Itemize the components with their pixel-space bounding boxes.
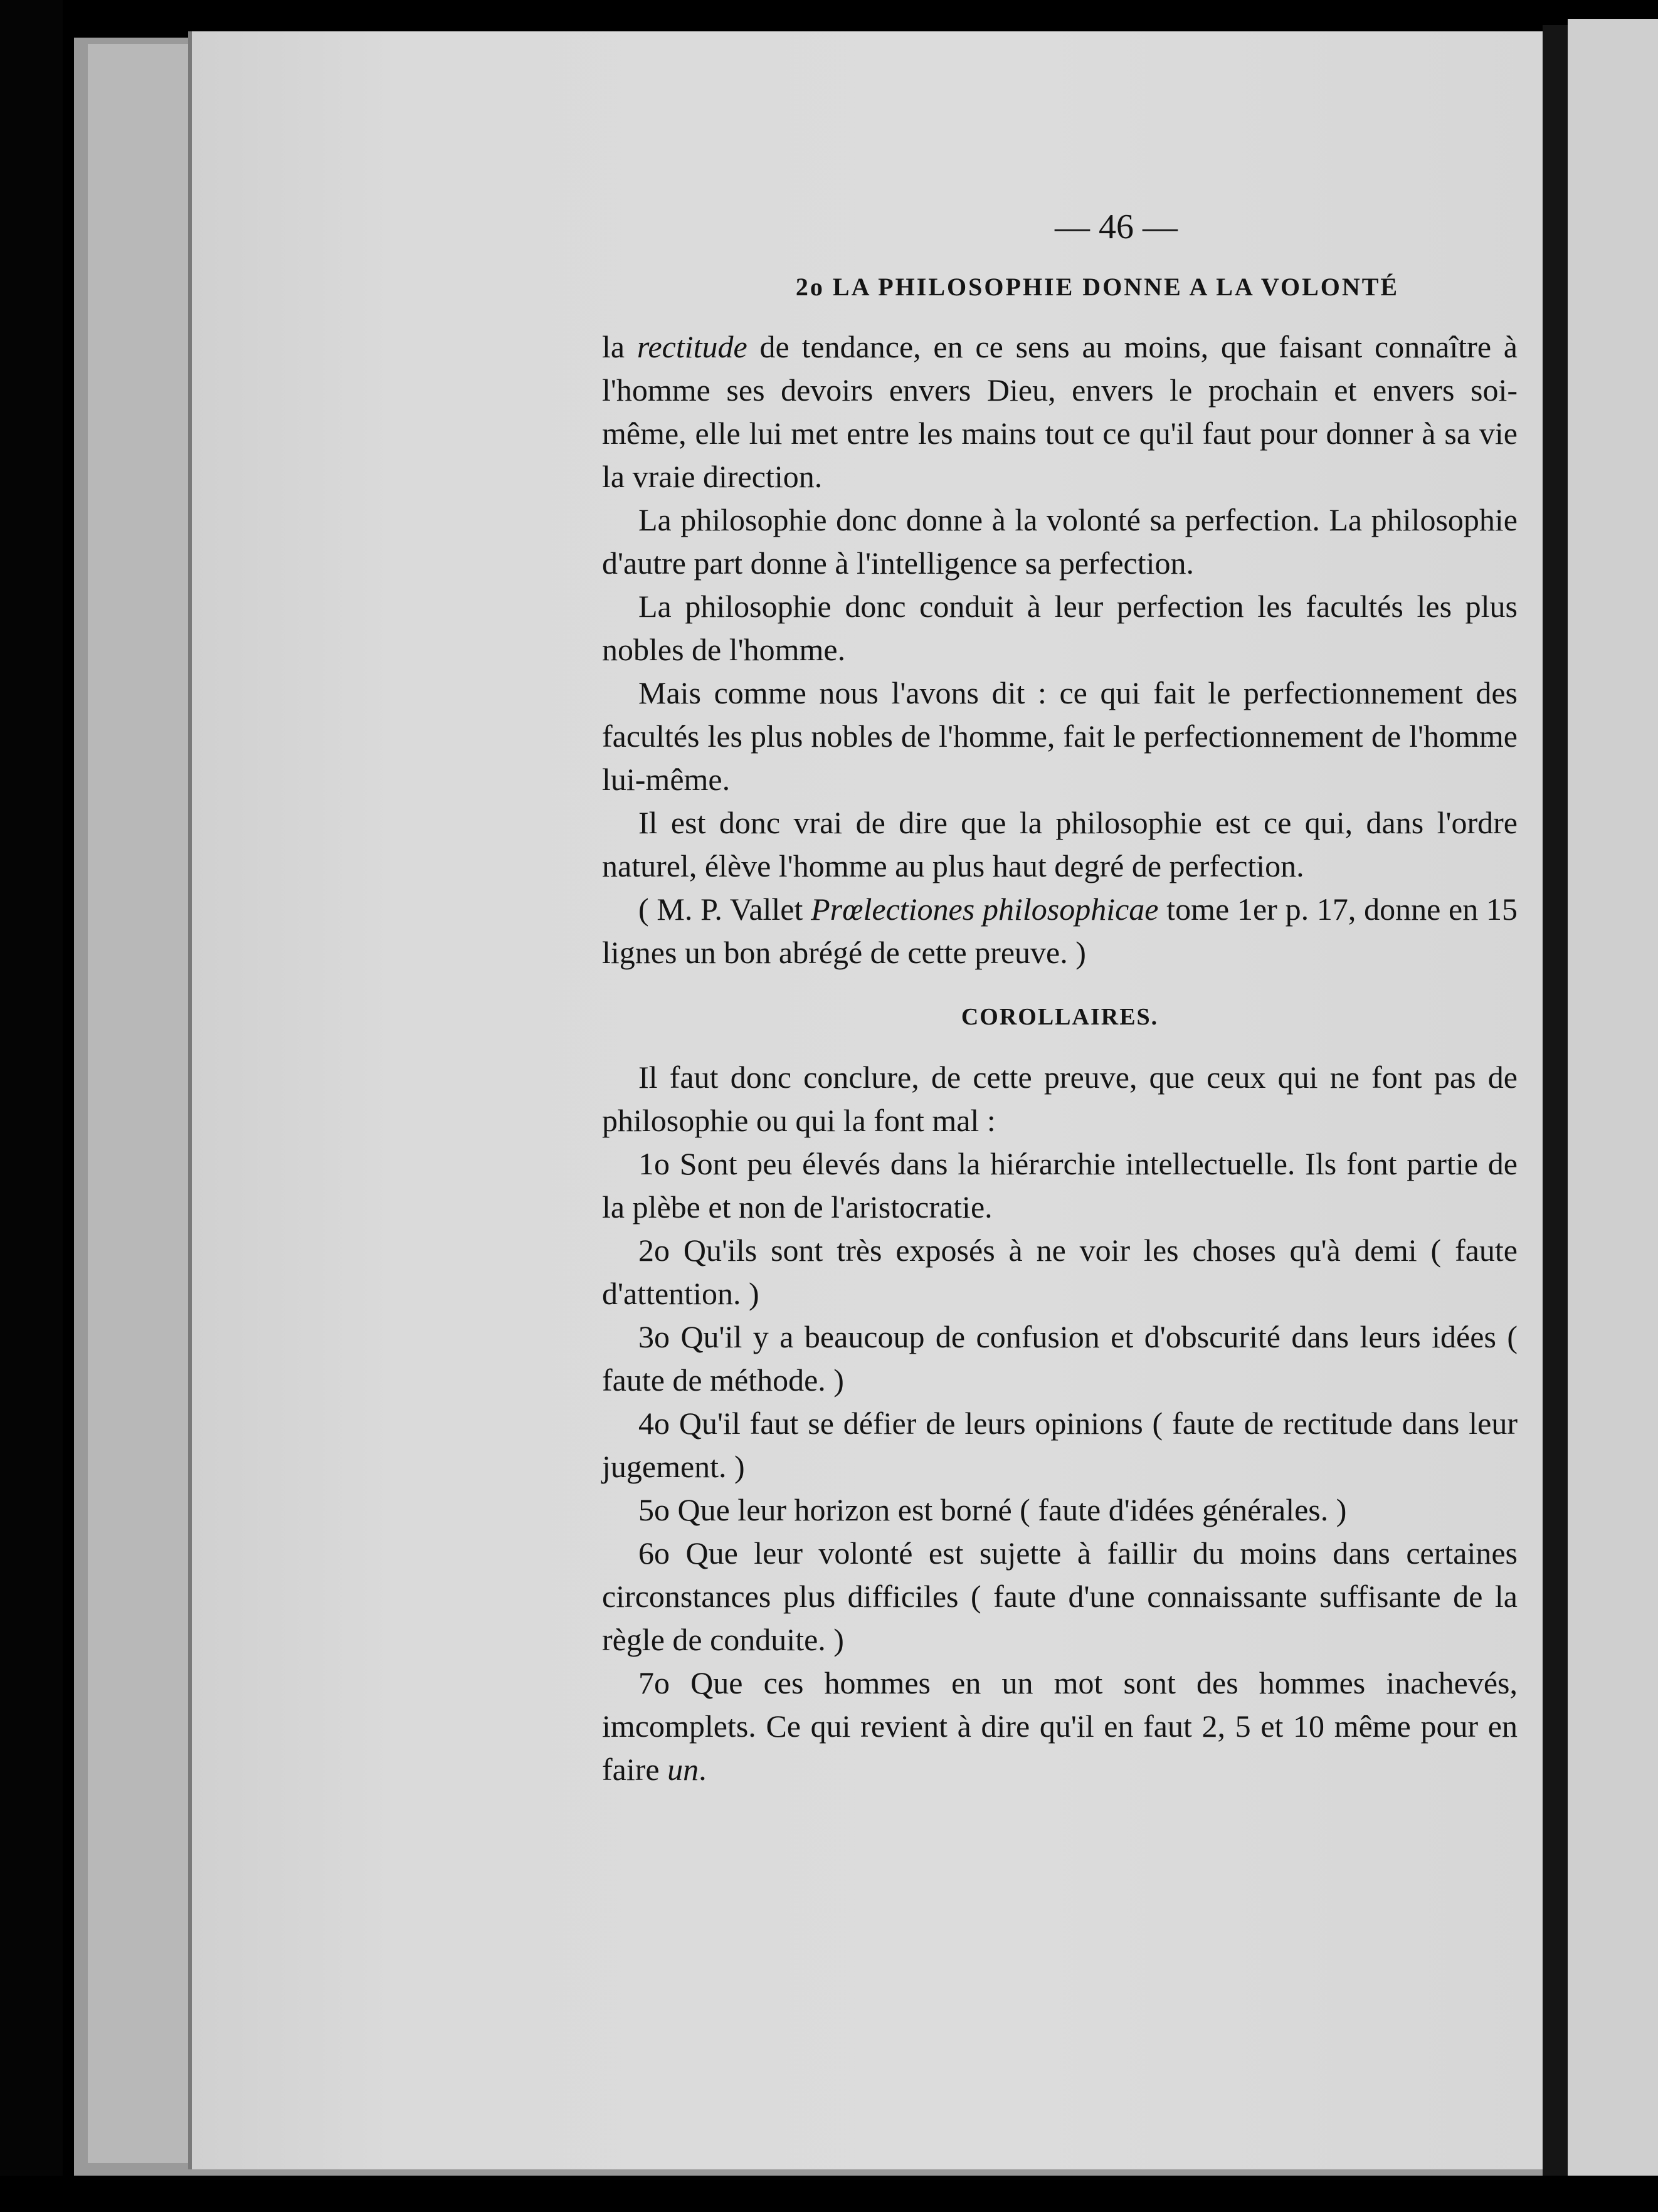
citation-paragraph: ( M. P. Vallet Prœlectiones philosophicae tome 1er p. 17, donne en 15 lignes un bon abrégé de cette preuve. ) [602, 892, 1518, 970]
list-item: 2o Qu'ils sont très exposés à ne voir les choses qu'à demi ( faute d'attention. ) [602, 1233, 1518, 1311]
paragraph: La philosophie donc donne à la volonté sa perfection. La philosophie d'autre part donne à l'intelligence sa perfection. [602, 502, 1518, 581]
emphasis: Prœlectiones philosophicae [811, 892, 1159, 927]
list-item: 1o Sont peu élevés dans la hiérarchie intellectuelle. Ils font partie de la plèbe et non de l'aristocratie. [602, 1146, 1518, 1224]
list-item: 7o Que ces hommes en un mot sont des hommes inachevés, imcomplets. Ce qui revient à dire qu'il en faut 2, 5 et 10 même pour en faire un. [602, 1665, 1518, 1787]
list-item: 3o Qu'il y a beaucoup de confusion et d'obscurité dans leurs idées ( faute de méthode. ) [602, 1319, 1518, 1398]
scan-border-bottom [0, 2176, 1658, 2212]
paragraph: Il est donc vrai de dire que la philosophie est ce qui, dans l'ordre naturel, élève l'homme au plus haut degré de perfection. [602, 805, 1518, 883]
paragraph: Mais comme nous l'avons dit : ce qui fait le perfectionnement des facultés les plus nobles de l'homme, fait le perfectionnement de l'homme lui-même. [602, 675, 1518, 797]
paragraph: la rectitude de tendance, en ce sens au moins, que faisant connaître à l'homme ses devoirs envers Dieu, envers le prochain et envers soi-même, elle lui met entre les mains tout ce qu'il faut pour donner à sa vie la vraie direction. [602, 329, 1518, 494]
list-item: 5o Que leur horizon est borné ( faute d'idées générales. ) [638, 1492, 1347, 1527]
paragraph: La philosophie donc conduit à leur perfection les facultés les plus nobles de l'homme. [602, 589, 1518, 667]
page-text [602, 207, 1518, 1791]
paragraph: Il faut donc conclure, de cette preuve, que ceux qui ne font pas de philosophie ou qui la font mal : [602, 1060, 1518, 1138]
list-item: 6o Que leur volonté est sujette à faillir du moins dans certaines circonstances plus difficiles ( faute d'une connaissante suffisante de la règle de conduite. ) [602, 1535, 1518, 1657]
emphasis: un [667, 1752, 699, 1787]
emphasis: rectitude [636, 329, 747, 364]
facing-page-edge [1568, 19, 1658, 2188]
page-number: — 46 — [1055, 208, 1178, 246]
list-item: 4o Qu'il faut se défier de leurs opinions ( faute de rectitude dans leur jugement. ) [602, 1406, 1518, 1484]
section-heading: 2o LA PHILOSOPHIE DONNE A LA VOLONTÉ [795, 273, 1400, 301]
book-spine [1543, 25, 1568, 2188]
subheading: COROLLAIRES. [961, 1004, 1159, 1030]
scan-border [0, 0, 63, 2212]
